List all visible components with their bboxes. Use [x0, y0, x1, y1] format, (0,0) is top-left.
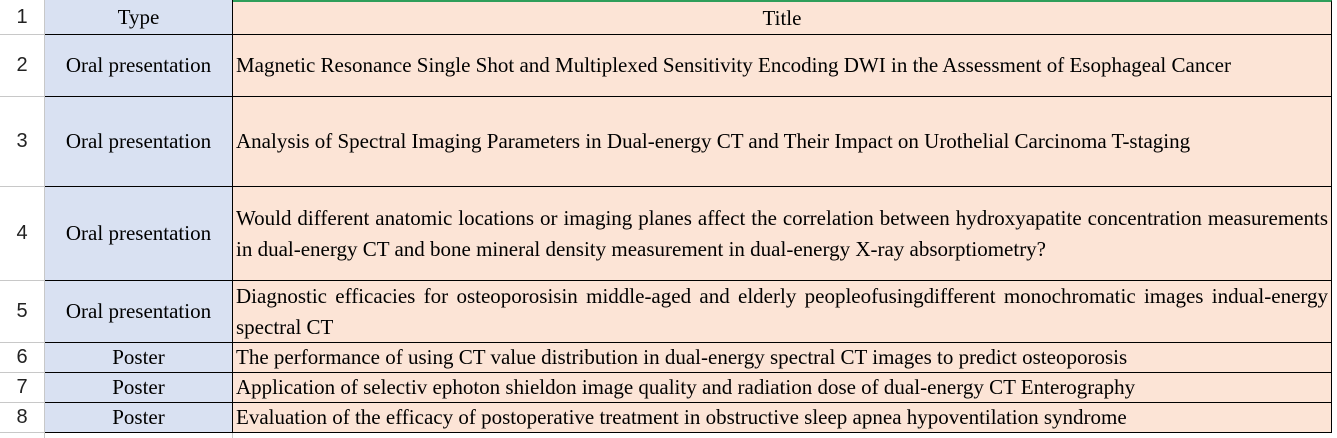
row-header-1[interactable]: 1	[0, 0, 45, 35]
cell-type[interactable]: Poster	[45, 343, 233, 373]
cell-title-text: Evaluation of the efficacy of postoperative treatment in obstructive sleep apnea hypoventilation syndrome	[236, 405, 1127, 429]
header-row	[0, 0, 1337, 35]
row-header-6[interactable]: 6	[0, 343, 45, 373]
row-header-2[interactable]: 2	[0, 35, 45, 97]
cell-title-text: Would different anatomic locations or imaging planes affect the correlation between hydroxyapatite concentration measurements in dual-energy CT and bone mineral density measurement in dual-energy X-ray absorptiometry?	[236, 205, 1328, 261]
row-header-3[interactable]: 3	[0, 97, 45, 187]
cell-title-text: Magnetic Resonance Single Shot and Multiplexed Sensitivity Encoding DWI in the Assessment of Esophageal Cancer	[236, 53, 1231, 77]
row-header-4[interactable]: 4	[0, 187, 45, 281]
cell-type[interactable]: Poster	[45, 373, 233, 403]
cell-title-text: The performance of using CT value distribution in dual-energy spectral CT images to predict osteoporosis	[236, 345, 1128, 369]
type-cell-edge	[45, 433, 233, 438]
cell-title-text: Diagnostic efficacies for osteoporosisin middle-aged and elderly peopleofusingdifferent monochromatic images indual-energy spectral CT	[236, 283, 1328, 339]
cell-title[interactable]	[233, 343, 1332, 373]
cell-title-text: Application of selectiv ephoton shieldon image quality and radiation dose of dual-energy CT Enterography	[236, 375, 1136, 399]
cell-type[interactable]: Oral presentation	[45, 35, 233, 97]
table-row	[0, 35, 1337, 97]
table-row	[0, 187, 1337, 281]
cell-title[interactable]	[233, 35, 1332, 97]
cell-type[interactable]: Poster	[45, 403, 233, 433]
cell-title[interactable]	[233, 187, 1332, 281]
cell-title[interactable]	[233, 97, 1332, 187]
header-cell-type[interactable]: Type	[45, 0, 233, 35]
table-row	[0, 281, 1337, 343]
table-row	[0, 373, 1337, 403]
cell-title[interactable]	[233, 281, 1332, 343]
row-header-edge	[0, 433, 45, 438]
header-title-text: Title	[762, 5, 802, 30]
next-row-edge	[0, 433, 1337, 438]
row-header-5[interactable]: 5	[0, 281, 45, 343]
cell-type[interactable]: Oral presentation	[45, 97, 233, 187]
cell-title-text: Analysis of Spectral Imaging Parameters in Dual-energy CT and Their Impact on Urothelial Carcinoma T-staging	[236, 129, 1191, 153]
row-header-8[interactable]: 8	[0, 403, 45, 433]
table-row	[0, 97, 1337, 187]
table-row	[0, 403, 1337, 433]
cell-type[interactable]: Oral presentation	[45, 187, 233, 281]
cell-type[interactable]: Oral presentation	[45, 281, 233, 343]
header-cell-title[interactable]	[233, 0, 1332, 35]
cell-title[interactable]	[233, 403, 1332, 433]
row-header-7[interactable]: 7	[0, 373, 45, 403]
cell-title[interactable]	[233, 373, 1332, 403]
table-row	[0, 343, 1337, 373]
